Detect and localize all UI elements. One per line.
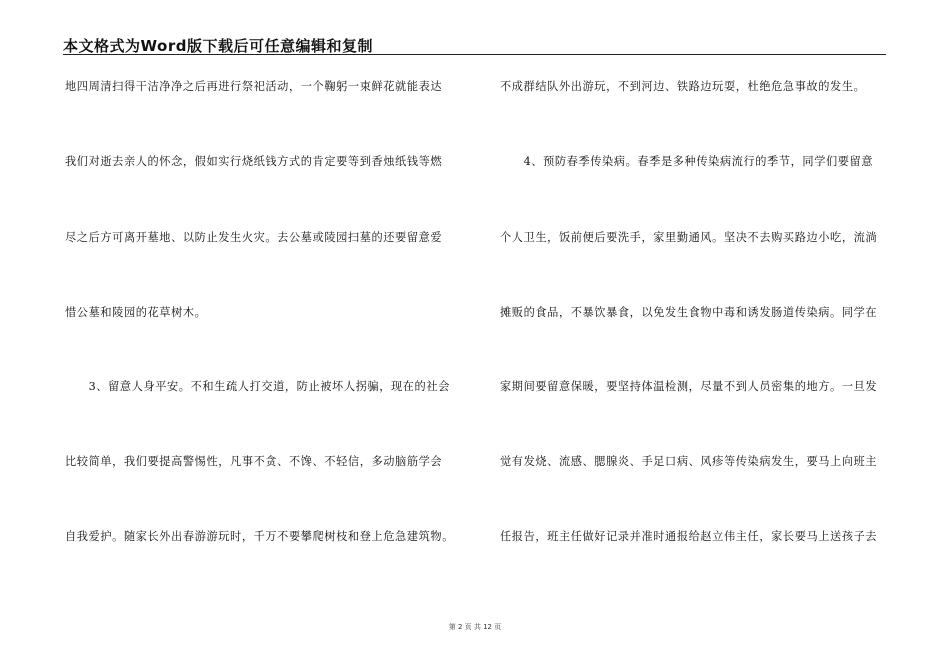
text-line: 尽之后方可离开墓地、以防止发生火灾。去公墓或陵园扫墓的还要留意爱 <box>65 231 443 244</box>
text-line: 3、留意人身平安。不和生疏人打交道，防止被坏人拐骗，现在的社会 <box>65 380 450 393</box>
text-line: 不成群结队外出游玩，不到河边、铁路边玩耍，杜绝危急事故的发生。 <box>500 80 866 93</box>
text-line: 地四周清扫得干洁净净之后再进行祭祀活动，一个鞠躬一束鲜花就能表达 <box>65 80 443 93</box>
text-line: 任报告，班主任做好记录并准时通报给赵立伟主任，家长要马上送孩子去 <box>500 530 878 543</box>
text-line: 觉有发烧、流感、腮腺炎、手足口病、风疹等传染病发生，要马上向班主 <box>500 455 878 468</box>
text-line: 惜公墓和陵园的花草树木。 <box>65 306 207 319</box>
document-header-title: 本文格式为Word版下载后可任意编辑和复制 <box>63 37 373 55</box>
text-line: 我们对逝去亲人的怀念，假如实行烧纸钱方式的肯定要等到香烛纸钱等燃 <box>65 155 443 168</box>
text-line: 个人卫生，饭前便后要洗手，家里勤通风。坚决不去购买路边小吃，流淌 <box>500 231 878 244</box>
text-line: 4、预防春季传染病。春季是多种传染病流行的季节，同学们要留意 <box>500 155 874 168</box>
text-line: 自我爱护。随家长外出春游游玩时，千万不要攀爬树枝和登上危急建筑物。 <box>65 530 454 543</box>
text-line: 家期间要留意保暖，要坚持体温检测，尽量不到人员密集的地方。一旦发 <box>500 380 878 393</box>
text-line: 比较简单，我们要提高警惕性，凡事不贪、不馋、不轻信，多动脑筋学会 <box>65 455 443 468</box>
page-number-footer: 第 2 页 共 12 页 <box>448 623 502 631</box>
header-divider <box>63 54 886 55</box>
text-line: 摊贩的食品，不暴饮暴食，以免发生食物中毒和诱发肠道传染病。同学在 <box>500 306 878 319</box>
